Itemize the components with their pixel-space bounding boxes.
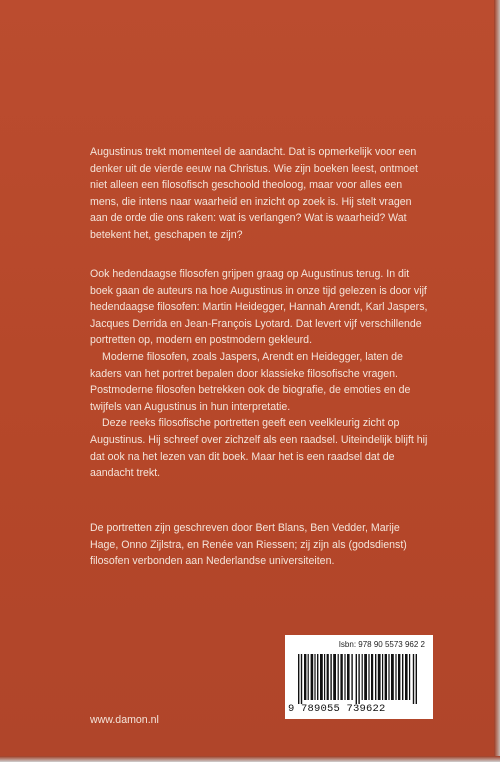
body-paragraph-block [90, 266, 430, 482]
book-edge-right [494, 0, 500, 762]
body-paragraph-3: Deze reeks filosofische portretten geeft een veelkleurig zicht op Augustinus. Hij schreef over zichzelf als een raadsel. Uiteindelijk blijft hij dat ook na het lezen van dit boek. Maar het is een raadsel dat de aandacht trekt. [90, 417, 428, 480]
body-paragraph-1: Ook hedendaagse filosofen grijpen graag op Augustinus terug. In dit boek gaan de auteurs na hoe Augustinus in onze tijd gelezen is door vijf hedendaagse filosofen: Martin Heidegger, Hannah Arendt, Karl Jaspers, Jacques Derrida en Jean-François Lyotard. Dat levert vijf verschillende portretten op, modern en postmodern gekleurd. [90, 268, 428, 347]
barcode-digits: 9 789055 739622 [288, 703, 386, 715]
intro-paragraph: Augustinus trekt momenteel de aandacht. Dat is opmerkelijk voor een denker uit de vierde eeuw na Christus. Wie zijn boeken leest, ontmoet niet alleen een filosofisch geschoold theoloog, maar voor alles een mens, die intens naar waarheid en inzicht op zoek is. Hij stelt vragen aan de orde die ons raken: wat is verlangen? Wat is waarheid? Wat betekent het, geschapen te zijn? [90, 146, 418, 241]
publisher-website: www.damon.nl [90, 714, 159, 726]
barcode-box [285, 635, 433, 719]
isbn-label: Isbn: 978 90 5573 962 2 [338, 640, 425, 649]
authors-paragraph-block [90, 520, 430, 570]
book-edge-bottom [0, 756, 500, 762]
authors-paragraph: De portretten zijn geschreven door Bert Blans, Ben Vedder, Marije Hage, Onno Zijlstra, en Renée van Riessen; zij zijn als (godsdienst) filosofen verbonden aan Nederlandse universiteiten. [90, 522, 407, 568]
intro-paragraph-block [90, 144, 430, 244]
barcode-icon [298, 654, 420, 704]
body-paragraph-2: Moderne filosofen, zoals Jaspers, Arendt en Heidegger, laten de kaders van het portret bepalen door klassieke filosofische vragen. Postmoderne filosofen betrekken ook de biografie, de emoties en de twijfels van Augustinus in hun interpretatie. [90, 350, 411, 413]
